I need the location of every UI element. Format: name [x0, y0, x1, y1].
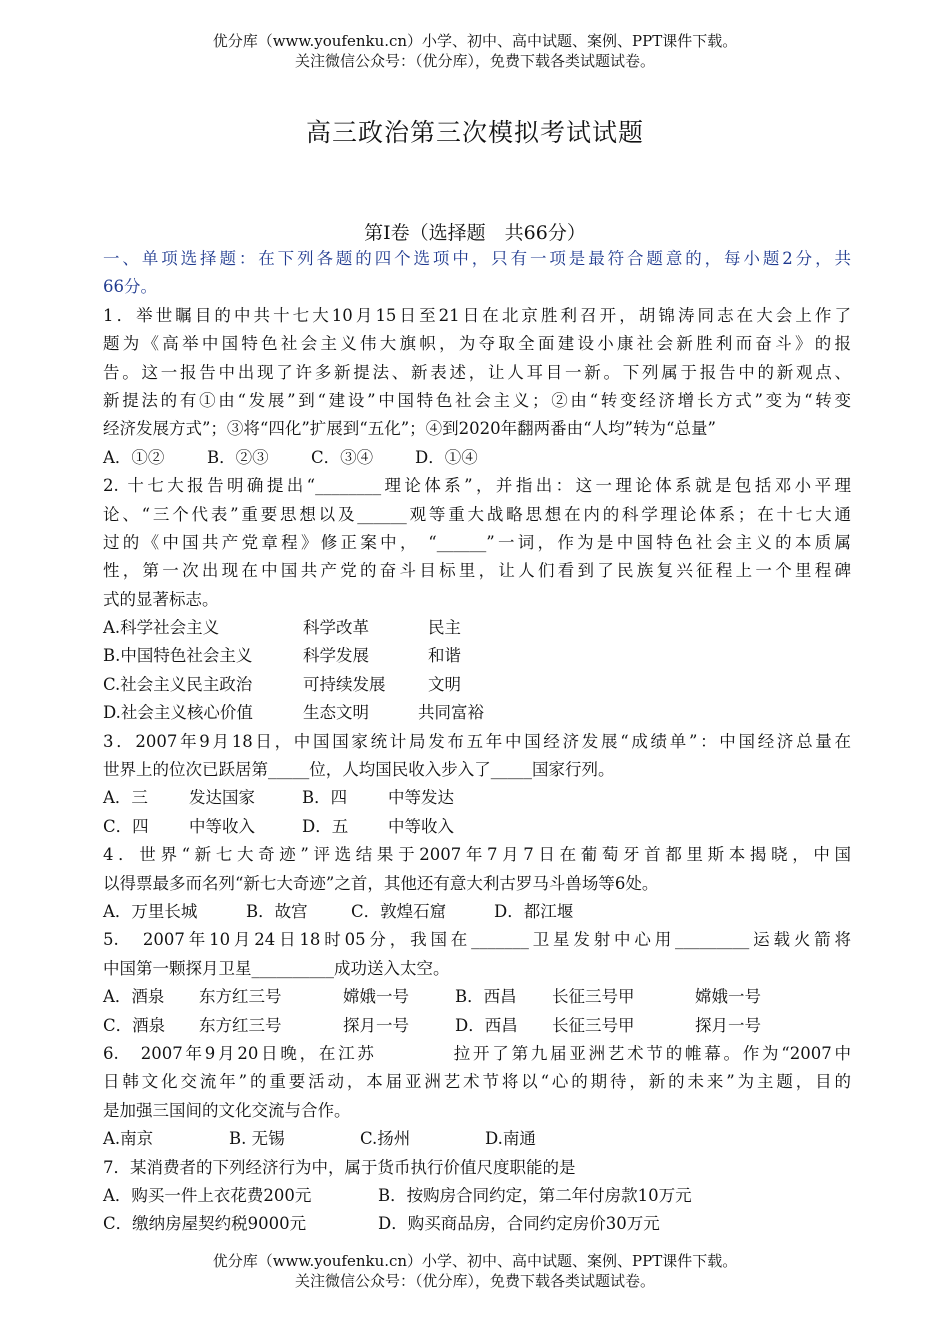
question-text-line: 式的显著标志。: [103, 589, 219, 609]
option-text: 可持续发展: [303, 674, 386, 694]
exam-content: [103, 245, 851, 1239]
option-text: 中等收入: [388, 816, 454, 836]
option-a: A．万里长城: [103, 901, 198, 921]
options-row: [103, 784, 851, 812]
option-b: B．②③: [207, 447, 269, 467]
question-text-line: 1．举世瞩目的中共十七大10月15日至21日在北京胜利召开，胡锦涛同志在大会上作了: [103, 305, 851, 325]
options-row: [103, 983, 851, 1011]
question-2: [103, 472, 851, 728]
option-text: 中等发达: [388, 788, 454, 808]
question-7: [103, 1154, 851, 1239]
options-row: [103, 898, 851, 926]
option-text: A．酒泉: [103, 987, 165, 1007]
option-a: A．购买一件上衣花费200元: [103, 1185, 312, 1205]
question-text-line: 告。这一报告中出现了许多新提法、新表述，让人耳目一新。下列属于报告中的新观点、: [103, 362, 851, 382]
option-text: 嫦娥一号: [695, 987, 761, 1007]
question-text-line: 3．2007年9月18日，中国国家统计局发布五年中国经济发展“成绩单”：中国经济总量在: [103, 731, 851, 751]
option-d: [103, 699, 851, 727]
question-text-line: 日韩文化交流年”的重要活动，本届亚洲艺术节将以“心的期待，新的未来”为主题，目的: [103, 1072, 851, 1092]
header-line-2: 关注微信公众号：（优分库），免费下载各类试题试卷。: [294, 52, 655, 70]
option-c: [103, 671, 851, 699]
options-row: [103, 813, 851, 841]
option-c: C．敦煌石窟: [351, 901, 447, 921]
section-title: 第I卷（选择题 共66分）: [364, 222, 586, 244]
option-text: 中等收入: [189, 816, 255, 836]
option-text: A．三: [103, 788, 148, 808]
option-a: A.南京: [103, 1129, 154, 1149]
site-header: [0, 31, 950, 71]
question-6: [103, 1040, 851, 1154]
option-text: 生态文明: [303, 703, 369, 723]
option-a: A．①②: [103, 447, 165, 467]
question-text-line: 经济发展方式”；③将“四化”扩展到“五化”；④到2020年翻两番由“人均”转为“总量”: [103, 419, 716, 439]
question-text-line: 新提法的有①由“发展”到“建设”中国特色社会主义；②由“转变经济增长方式”变为“转变: [103, 390, 851, 410]
option-text: C．酒泉: [103, 1015, 166, 1035]
option-b: [103, 642, 851, 670]
question-text-line: 4．世界“新七大奇迹”评选结果于2007年7月7日在葡萄牙首都里斯本揭晓，中国: [103, 845, 851, 865]
option-text: D．西昌: [455, 1015, 518, 1035]
option-text: B.中国特色社会主义: [103, 646, 253, 666]
question-text-line: 中国第一颗探月卫星__________成功送入太空。: [103, 958, 450, 978]
option-text: B．西昌: [455, 987, 517, 1007]
footer-line-1: 优分库（www.youfenku.cn）小学、初中、高中试题、案例、PPT课件下载。: [212, 1252, 738, 1270]
option-d: D．都江堰: [494, 901, 574, 921]
question-5: [103, 926, 851, 1040]
question-3: [103, 728, 851, 842]
options-row: [103, 1012, 851, 1040]
question-text-line: 世界上的位次已跃居第_____位，人均国民收入步入了_____国家行列。: [103, 760, 615, 780]
instruction-line-2: 66分。: [103, 277, 157, 297]
question-text-line: 题为《高举中国特色社会主义伟大旗帜，为夺取全面建设小康社会新胜利而奋斗》的报: [103, 334, 851, 354]
option-text: 东方红三号: [199, 987, 282, 1007]
question-4: [103, 841, 851, 926]
option-text: 科学改革: [303, 618, 369, 638]
option-text: 探月一号: [695, 1015, 761, 1035]
question-text-line: 过的《中国共产党章程》修正案中， “______”一词，作为是中国特色社会主义的本质属: [103, 532, 851, 552]
option-a: [103, 614, 851, 642]
option-c: C.扬州: [360, 1129, 411, 1149]
option-text: C.社会主义民主政治: [103, 674, 253, 694]
option-text: C．四: [103, 816, 149, 836]
option-text: A.科学社会主义: [103, 618, 220, 638]
option-text: 长征三号甲: [552, 987, 635, 1007]
question-text-line: 性，第一次出现在中国共产党的奋斗目标里，让人们看到了民族复兴征程上一个里程碑: [103, 561, 851, 581]
question-text-line: 是加强三国间的文化交流与合作。: [103, 1100, 351, 1120]
instruction-line-1: 一、单项选择题：在下列各题的四个选项中，只有一项是最符合题意的，每小题2分，共: [103, 249, 851, 268]
page-title: 高三政治第三次模拟考试试题: [305, 118, 644, 147]
option-d: D.南通: [485, 1129, 536, 1149]
question-text-line: 2. 十七大报告明确提出“________理论体系”，并指出：这一理论体系就是包括邓小平理: [103, 476, 851, 496]
option-text: 文明: [428, 674, 461, 694]
option-b: B. 无锡: [229, 1129, 285, 1149]
option-text: B．四: [302, 788, 348, 808]
option-text: 民主: [428, 618, 461, 638]
header-line-1: 优分库（www.youfenku.cn）小学、初中、高中试题、案例、PPT课件下载。: [212, 32, 738, 50]
site-footer: [0, 1251, 950, 1291]
option-d: D．购买商品房，合同约定房价30万元: [378, 1214, 660, 1234]
option-text: 共同富裕: [418, 703, 484, 723]
options-row: [103, 444, 851, 472]
question-text-line: 6. 2007年9月20日晚，在江苏 拉开了第九届亚洲艺术节的帷幕。作为“2007中: [103, 1043, 851, 1063]
option-text: D.社会主义核心价值: [103, 703, 253, 723]
option-text: 东方红三号: [199, 1015, 282, 1035]
options-row: [103, 1182, 851, 1210]
option-d: D．①④: [415, 447, 478, 467]
option-text: 科学发展: [303, 646, 369, 666]
option-c: C．缴纳房屋契约税9000元: [103, 1214, 307, 1234]
question-text-line: 以得票最多而名列“新七大奇迹”之首，其他还有意大利古罗马斗兽场等6处。: [103, 873, 659, 893]
option-c: C．③④: [311, 447, 374, 467]
question-text-line: 7．某消费者的下列经济行为中，属于货币执行价值尺度职能的是: [103, 1157, 576, 1177]
options-row: [103, 1125, 851, 1153]
question-text-line: 5. 2007年10月24日18时05分，我国在_______卫星发射中心用_________运载火箭将: [103, 930, 851, 950]
option-b: B．故宫: [246, 901, 308, 921]
option-text: 嫦娥一号: [343, 987, 409, 1007]
option-text: 发达国家: [189, 788, 255, 808]
option-text: 长征三号甲: [552, 1015, 635, 1035]
option-b: B．按购房合同约定，第二年付房款10万元: [378, 1185, 692, 1205]
options-row: [103, 1210, 851, 1238]
question-text-line: 论、“三个代表”重要思想以及______观等重大战略思想在内的科学理论体系；在十七大通: [103, 504, 851, 524]
footer-line-2: 关注微信公众号：（优分库），免费下载各类试题试卷。: [294, 1272, 655, 1290]
option-text: D．五: [302, 816, 349, 836]
option-text: 探月一号: [343, 1015, 409, 1035]
option-text: 和谐: [428, 646, 461, 666]
question-1: [103, 302, 851, 472]
